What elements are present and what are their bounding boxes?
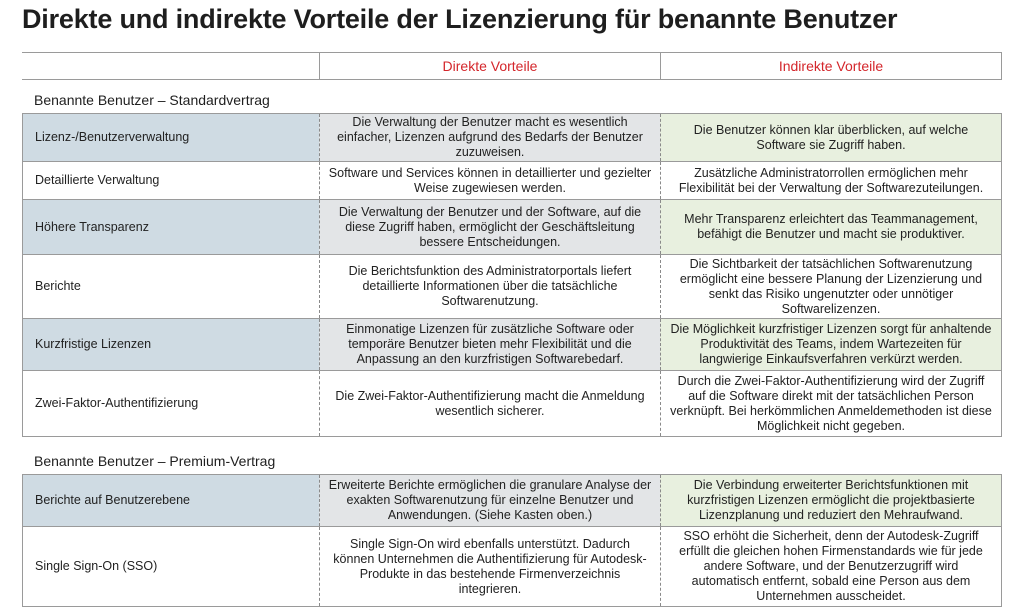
section-title-premium: Benannte Benutzer – Premium-Vertrag [22,437,1002,475]
indirect-benefit-cell: Die Möglichkeit kurzfristiger Lizenzen sorgt für anhaltende Produktivität des Teams, indem Wartezeiten für langwierige Einkaufsverfahren verkürzt werden. [660,319,1002,370]
feature-cell: Höhere Transparenz [22,200,319,254]
direct-benefit-cell: Die Verwaltung der Benutzer macht es wesentlich einfacher, Lizenzen aufgrund des Bedarfs der Benutzer zuzuweisen. [319,114,660,161]
header-direct-benefits: Direkte Vorteile [319,53,660,79]
page-title: Direkte und indirekte Vorteile der Lizenzierung für benannte Benutzer [22,4,898,34]
table-row [22,200,1002,255]
indirect-benefit-cell: Die Sichtbarkeit der tatsächlichen Softwarenutzung ermöglicht eine bessere Planung der Lizenzierung und senkt das Risiko ungenutzter oder unnötiger Softwarelizenzen. [660,255,1002,318]
feature-cell: Single Sign-On (SSO) [22,527,319,606]
direct-benefit-cell: Die Verwaltung der Benutzer und der Software, auf die diese Zugriff haben, ermöglicht der Geschäftsleitung bessere Entscheidungen. [319,200,660,254]
feature-cell: Berichte auf Benutzerebene [22,475,319,526]
indirect-benefit-cell: Die Benutzer können klar überblicken, auf welche Software sie Zugriff haben. [660,114,1002,161]
feature-cell: Berichte [22,255,319,318]
feature-cell: Detaillierte Verwaltung [22,162,319,199]
indirect-benefit-cell: SSO erhöht die Sicherheit, denn der Autodesk-Zugriff erfüllt die gleichen hohen Firmenstandards wie für jede andere Software, und der Benutzerzugriff wird automatisch entfernt, sobald eine Person aus dem Unternehmen ausscheidet. [660,527,1002,606]
comparison-table [22,52,1002,607]
indirect-benefit-cell: Durch die Zwei-Faktor-Authentifizierung wird der Zugriff auf die Software direkt mit der tatsächlichen Person verknüpft. Bei herkömmlichen Anmeldemethoden ist diese Möglichkeit nicht gegeben. [660,371,1002,436]
direct-benefit-cell: Erweiterte Berichte ermöglichen die granulare Analyse der exakten Softwarenutzung für einzelne Benutzer und Anwendungen. (Siehe Kasten oben.) [319,475,660,526]
section-title-standard: Benannte Benutzer – Standardvertrag [22,80,1002,114]
table-row [22,255,1002,319]
table-row [22,114,1002,162]
direct-benefit-cell: Single Sign-On wird ebenfalls unterstützt. Dadurch können Unternehmen die Authentifizierung für Autodesk-Produkte in das bestehende Firmenverzeichnis integrieren. [319,527,660,606]
header-indirect-benefits: Indirekte Vorteile [660,53,1002,79]
feature-cell: Zwei-Faktor-Authentifizierung [22,371,319,436]
indirect-benefit-cell: Zusätzliche Administratorrollen ermöglichen mehr Flexibilität bei der Verwaltung der Softwarezuteilungen. [660,162,1002,199]
table-row [22,319,1002,371]
table-header-row [22,52,1002,80]
direct-benefit-cell: Software und Services können in detaillierter und gezielter Weise zugewiesen werden. [319,162,660,199]
table-row [22,475,1002,527]
direct-benefit-cell: Die Berichtsfunktion des Administratorportals liefert detaillierte Informationen über die tatsächliche Softwarenutzung. [319,255,660,318]
table-row [22,527,1002,607]
header-empty-cell [22,53,319,79]
table-row [22,162,1002,200]
direct-benefit-cell: Einmonatige Lizenzen für zusätzliche Software oder temporäre Benutzer bieten mehr Flexibilität und die Anpassung an den kurzfristigen Softwarebedarf. [319,319,660,370]
feature-cell: Lizenz-/Benutzerverwaltung [22,114,319,161]
indirect-benefit-cell: Mehr Transparenz erleichtert das Teammanagement, befähigt die Benutzer und macht sie produktiver. [660,200,1002,254]
table-row [22,371,1002,437]
direct-benefit-cell: Die Zwei-Faktor-Authentifizierung macht die Anmeldung wesentlich sicherer. [319,371,660,436]
feature-cell: Kurzfristige Lizenzen [22,319,319,370]
indirect-benefit-cell: Die Verbindung erweiterter Berichtsfunktionen mit kurzfristigen Lizenzen ermöglicht die projektbasierte Lizenzplanung und reduziert den Mehraufwand. [660,475,1002,526]
